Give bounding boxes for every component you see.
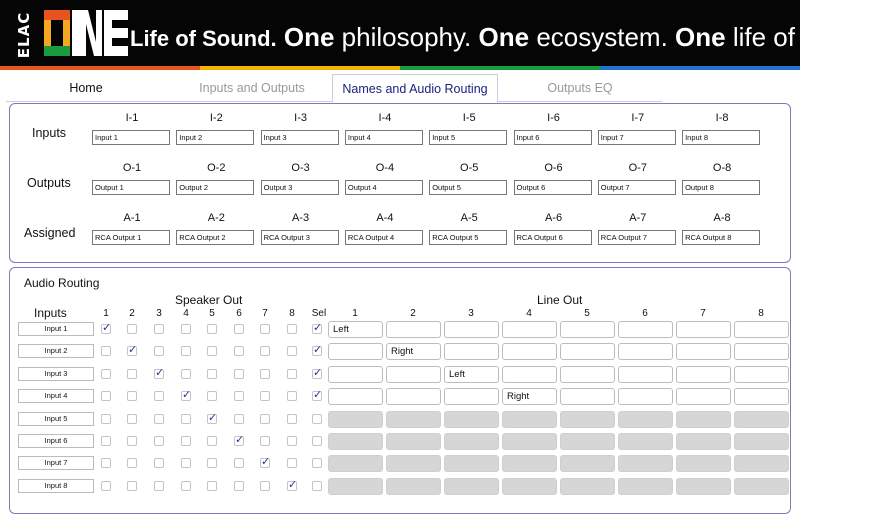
line-out-select[interactable] <box>734 388 789 405</box>
line-out-select <box>676 433 731 450</box>
routing-input-name: Input 5 <box>18 412 94 426</box>
line-out-select <box>734 478 789 495</box>
line-out-select <box>676 455 731 472</box>
header-banner <box>0 0 880 66</box>
speaker-out-col-header: 8 <box>289 308 295 319</box>
channel-header: I-8 <box>715 112 729 124</box>
sel-checkbox[interactable] <box>312 436 322 446</box>
sel-checkbox[interactable] <box>312 346 322 356</box>
speaker-out-checkbox[interactable] <box>287 369 297 379</box>
routing-input-name: Input 7 <box>18 456 94 470</box>
sel-checkbox[interactable] <box>312 324 322 334</box>
speaker-out-checkbox[interactable] <box>181 346 191 356</box>
line-out-select <box>734 433 789 450</box>
channel-header: A-8 <box>713 212 731 224</box>
speaker-out-checkbox[interactable] <box>101 414 111 424</box>
sel-checkbox[interactable] <box>312 481 322 491</box>
sel-checkbox[interactable] <box>312 391 322 401</box>
line-out-select[interactable] <box>676 321 731 338</box>
speaker-out-checkbox[interactable] <box>234 481 244 491</box>
routing-input-name: Input 1 <box>18 322 94 336</box>
channel-header: O-1 <box>122 162 142 174</box>
speaker-out-col-header: 1 <box>103 308 109 319</box>
speaker-out-checkbox[interactable] <box>234 436 244 446</box>
color-stripe <box>0 66 800 70</box>
tagline-segment: philosophy. <box>334 22 472 52</box>
speaker-out-checkbox[interactable] <box>207 481 217 491</box>
speaker-out-checkbox[interactable] <box>287 324 297 334</box>
speaker-out-checkbox[interactable] <box>181 369 191 379</box>
line-out-select <box>560 478 615 495</box>
speaker-out-checkbox[interactable] <box>154 346 164 356</box>
speaker-out-checkbox[interactable] <box>234 346 244 356</box>
name-field[interactable]: Input 6 <box>514 130 592 145</box>
channel-header: O-7 <box>628 162 647 174</box>
line-out-select <box>444 455 499 472</box>
audio-routing-title: Audio Routing <box>24 276 100 290</box>
name-field[interactable]: Input 3 <box>261 130 339 145</box>
line-out-select[interactable] <box>676 343 731 360</box>
speaker-out-checkbox[interactable] <box>127 369 137 379</box>
line-out-select[interactable] <box>560 366 615 383</box>
line-out-select[interactable] <box>618 321 673 338</box>
speaker-out-checkbox[interactable] <box>127 436 137 446</box>
speaker-out-checkbox[interactable] <box>207 436 217 446</box>
speaker-out-checkbox[interactable] <box>260 458 270 468</box>
line-out-select[interactable]: Right <box>386 343 441 360</box>
line-out-select[interactable] <box>502 343 557 360</box>
name-field[interactable]: RCA Output 6 <box>514 230 592 245</box>
line-out-select[interactable] <box>560 321 615 338</box>
channel-header: I-6 <box>547 112 560 124</box>
speaker-out-checkbox[interactable] <box>207 346 217 356</box>
name-field[interactable]: Input 1 <box>92 130 170 145</box>
channel-header: I-2 <box>209 112 223 124</box>
inputs-header: Inputs <box>34 306 67 320</box>
line-out-select <box>734 455 789 472</box>
name-field[interactable]: Output 5 <box>429 180 507 195</box>
line-out-select <box>560 455 615 472</box>
speaker-out-checkbox[interactable] <box>154 481 164 491</box>
line-out-select <box>386 478 441 495</box>
line-out-select[interactable]: Right <box>502 388 557 405</box>
line-out-select <box>444 411 499 428</box>
speaker-out-checkbox[interactable] <box>260 481 270 491</box>
speaker-out-checkbox[interactable] <box>101 481 111 491</box>
line-out-select <box>502 455 557 472</box>
speaker-out-checkbox[interactable] <box>234 391 244 401</box>
line-out-select <box>734 411 789 428</box>
speaker-out-checkbox[interactable] <box>287 458 297 468</box>
names-row-label-assigned: Assigned <box>24 226 76 240</box>
name-field[interactable]: RCA Output 5 <box>429 230 507 245</box>
speaker-out-checkbox[interactable] <box>181 414 191 424</box>
line-out-select <box>386 455 441 472</box>
line-out-col-header: 6 <box>642 308 648 319</box>
speaker-out-checkbox[interactable] <box>127 414 137 424</box>
line-out-select <box>560 433 615 450</box>
sel-checkbox[interactable] <box>312 369 322 379</box>
line-out-select[interactable] <box>386 366 441 383</box>
line-out-col-header: 3 <box>468 308 474 319</box>
channel-header: A-7 <box>629 212 647 224</box>
line-out-select[interactable] <box>618 388 673 405</box>
channel-header: O-4 <box>375 162 395 174</box>
routing-input-name: Input 2 <box>18 344 94 358</box>
speaker-out-checkbox[interactable] <box>127 458 137 468</box>
line-out-select[interactable] <box>734 321 789 338</box>
line-out-select <box>618 455 673 472</box>
speaker-out-checkbox[interactable] <box>154 391 164 401</box>
line-out-select[interactable] <box>328 366 383 383</box>
tagline-segment: ecosystem. <box>529 22 668 52</box>
speaker-out-checkbox[interactable] <box>181 481 191 491</box>
names-row-label-outputs: Outputs <box>27 176 71 190</box>
name-field[interactable]: RCA Output 1 <box>92 230 170 245</box>
speaker-out-col-header: Sel <box>311 308 327 319</box>
speaker-out-checkbox[interactable] <box>260 346 270 356</box>
speaker-out-col-header: 5 <box>209 308 215 319</box>
names-panel <box>9 103 791 263</box>
speaker-out-checkbox[interactable] <box>260 391 270 401</box>
line-out-select <box>560 411 615 428</box>
speaker-out-checkbox[interactable] <box>181 391 191 401</box>
speaker-out-checkbox[interactable] <box>181 436 191 446</box>
channel-header: A-1 <box>123 212 141 224</box>
line-out-select <box>618 478 673 495</box>
speaker-out-checkbox[interactable] <box>260 414 270 424</box>
channel-header: I-1 <box>125 112 139 124</box>
name-field[interactable]: Input 4 <box>345 130 423 145</box>
line-out-select <box>676 478 731 495</box>
channel-header: A-3 <box>292 212 310 224</box>
name-field[interactable]: Input 2 <box>176 130 254 145</box>
line-out-select[interactable] <box>386 388 441 405</box>
name-field[interactable]: Output 6 <box>514 180 592 195</box>
speaker-out-checkbox[interactable] <box>234 324 244 334</box>
line-out-select <box>444 478 499 495</box>
speaker-out-checkbox[interactable] <box>154 324 164 334</box>
line-out-select <box>502 433 557 450</box>
speaker-out-checkbox[interactable] <box>127 481 137 491</box>
line-out-select <box>386 433 441 450</box>
channel-header: O-5 <box>460 162 479 174</box>
speaker-out-col-header: 4 <box>183 308 189 319</box>
speaker-out-checkbox[interactable] <box>181 324 191 334</box>
line-out-col-header: 2 <box>410 308 416 319</box>
line-out-select <box>502 478 557 495</box>
speaker-out-header: Speaker Out <box>175 293 243 307</box>
name-field[interactable]: RCA Output 4 <box>345 230 423 245</box>
line-out-select <box>618 411 673 428</box>
name-field[interactable]: Input 5 <box>429 130 507 145</box>
name-field[interactable]: Input 7 <box>598 130 676 145</box>
speaker-out-checkbox[interactable] <box>260 324 270 334</box>
speaker-out-checkbox[interactable] <box>207 369 217 379</box>
speaker-out-checkbox[interactable] <box>127 391 137 401</box>
speaker-out-col-header: 6 <box>236 308 242 319</box>
tab-outputs-eq[interactable]: Outputs EQ <box>547 81 613 95</box>
tagline <box>130 22 880 53</box>
line-out-col-header: 7 <box>700 308 706 319</box>
channel-header: I-4 <box>378 112 392 124</box>
line-out-select <box>444 433 499 450</box>
name-field[interactable]: Output 1 <box>92 180 170 195</box>
line-out-select[interactable] <box>618 343 673 360</box>
line-out-select[interactable] <box>444 343 499 360</box>
name-field[interactable]: RCA Output 8 <box>682 230 760 245</box>
tagline-segment: One <box>471 22 530 52</box>
sel-checkbox[interactable] <box>312 458 322 468</box>
channel-header: I-3 <box>294 112 308 124</box>
line-out-select[interactable] <box>502 366 557 383</box>
line-out-select[interactable] <box>502 321 557 338</box>
tab-inputs-and-outputs[interactable]: Inputs and Outputs <box>199 81 305 95</box>
speaker-out-checkbox[interactable] <box>101 369 111 379</box>
speaker-out-col-header: 2 <box>129 308 135 319</box>
speaker-out-checkbox[interactable] <box>234 414 244 424</box>
speaker-out-checkbox[interactable] <box>287 436 297 446</box>
name-field[interactable]: Output 2 <box>176 180 254 195</box>
tab-home[interactable]: Home <box>69 81 103 95</box>
line-out-select[interactable] <box>618 366 673 383</box>
speaker-out-checkbox[interactable] <box>234 369 244 379</box>
line-out-select[interactable] <box>560 388 615 405</box>
tagline-segment: Life of Sound. <box>130 26 277 51</box>
channel-header: O-8 <box>712 162 732 174</box>
speaker-out-checkbox[interactable] <box>101 391 111 401</box>
channel-header: O-2 <box>207 162 226 174</box>
speaker-out-checkbox[interactable] <box>287 346 297 356</box>
channel-header: A-6 <box>544 212 563 224</box>
name-field[interactable]: Output 4 <box>345 180 423 195</box>
speaker-out-checkbox[interactable] <box>207 414 217 424</box>
name-field[interactable]: Input 8 <box>682 130 760 145</box>
name-field[interactable]: RCA Output 3 <box>261 230 339 245</box>
stripe-segment <box>0 66 200 70</box>
line-out-select <box>328 478 383 495</box>
speaker-out-checkbox[interactable] <box>127 324 137 334</box>
line-out-select[interactable] <box>444 321 499 338</box>
line-out-select[interactable] <box>444 388 499 405</box>
line-out-select[interactable] <box>734 343 789 360</box>
line-out-select <box>386 411 441 428</box>
line-out-col-header: 8 <box>758 308 764 319</box>
line-out-select <box>502 411 557 428</box>
channel-header: O-3 <box>291 162 310 174</box>
names-row-label-inputs: Inputs <box>32 126 67 140</box>
line-out-select <box>328 411 383 428</box>
line-out-col-header: 5 <box>584 308 590 319</box>
name-field[interactable]: Output 3 <box>261 180 339 195</box>
channel-header: A-5 <box>460 212 478 224</box>
speaker-out-checkbox[interactable] <box>101 324 111 334</box>
speaker-out-checkbox[interactable] <box>181 458 191 468</box>
speaker-out-checkbox[interactable] <box>207 458 217 468</box>
speaker-out-checkbox[interactable] <box>154 436 164 446</box>
audio-routing-panel <box>9 267 791 514</box>
channel-header: A-2 <box>207 212 225 224</box>
line-out-select[interactable] <box>328 343 383 360</box>
stripe-segment <box>200 66 400 70</box>
speaker-out-checkbox[interactable] <box>154 458 164 468</box>
line-out-select <box>676 411 731 428</box>
line-out-header: Line Out <box>537 293 583 307</box>
speaker-out-checkbox[interactable] <box>234 458 244 468</box>
stripe-segment <box>400 66 600 70</box>
speaker-out-checkbox[interactable] <box>207 324 217 334</box>
name-field[interactable]: RCA Output 7 <box>598 230 676 245</box>
line-out-select[interactable] <box>328 388 383 405</box>
routing-input-name: Input 6 <box>18 434 94 448</box>
speaker-out-checkbox[interactable] <box>101 458 111 468</box>
speaker-out-checkbox[interactable] <box>101 436 111 446</box>
speaker-out-checkbox[interactable] <box>154 369 164 379</box>
speaker-out-checkbox[interactable] <box>260 369 270 379</box>
speaker-out-checkbox[interactable] <box>287 481 297 491</box>
line-out-col-header: 1 <box>352 308 358 319</box>
channel-header: I-5 <box>462 112 476 124</box>
channel-header: I-7 <box>631 112 645 124</box>
line-out-select <box>328 455 383 472</box>
tagline-segment: life of sound. <box>725 22 880 52</box>
speaker-out-checkbox[interactable] <box>101 346 111 356</box>
speaker-out-col-header: 3 <box>156 308 162 319</box>
one-logo-icon <box>42 8 130 58</box>
line-out-select[interactable] <box>560 343 615 360</box>
tagline-segment: One <box>276 22 335 52</box>
name-field[interactable]: Output 7 <box>598 180 676 195</box>
tagline-segment: One <box>667 22 726 52</box>
line-out-select[interactable] <box>386 321 441 338</box>
line-out-select[interactable]: Left <box>328 321 383 338</box>
speaker-out-checkbox[interactable] <box>287 414 297 424</box>
line-out-select[interactable] <box>676 388 731 405</box>
line-out-select[interactable]: Left <box>444 366 499 383</box>
speaker-out-checkbox[interactable] <box>260 436 270 446</box>
elac-logo: ELAC <box>15 11 33 59</box>
sel-checkbox[interactable] <box>312 414 322 424</box>
routing-input-name: Input 3 <box>18 367 94 381</box>
routing-input-name: Input 8 <box>18 479 94 493</box>
line-out-col-header: 4 <box>526 308 532 319</box>
speaker-out-checkbox[interactable] <box>127 346 137 356</box>
stripe-segment <box>600 66 800 70</box>
speaker-out-col-header: 7 <box>262 308 268 319</box>
speaker-out-checkbox[interactable] <box>154 414 164 424</box>
speaker-out-checkbox[interactable] <box>287 391 297 401</box>
line-out-select <box>328 433 383 450</box>
line-out-select <box>618 433 673 450</box>
name-field[interactable]: RCA Output 2 <box>176 230 254 245</box>
speaker-out-checkbox[interactable] <box>207 391 217 401</box>
name-field[interactable]: Output 8 <box>682 180 760 195</box>
line-out-select[interactable] <box>676 366 731 383</box>
tab-names-and-audio-routing[interactable]: Names and Audio Routing <box>332 74 498 103</box>
routing-input-name: Input 4 <box>18 389 94 403</box>
channel-header: O-6 <box>544 162 563 174</box>
tab-bar <box>6 74 662 102</box>
channel-header: A-4 <box>376 212 394 224</box>
line-out-select[interactable] <box>734 366 789 383</box>
